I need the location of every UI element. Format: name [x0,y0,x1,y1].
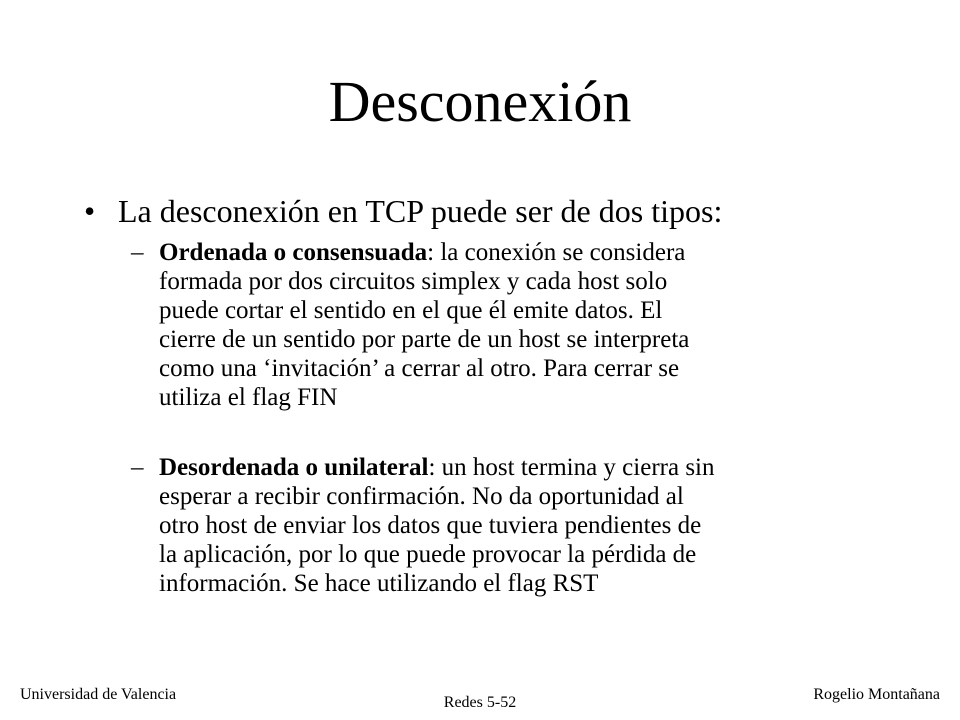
subitem-line-text: : un host termina y cierra sin [428,454,715,481]
subitem-line-text: : la conexión se considera [427,239,686,266]
subitem-term: Desordenada o unilateral [159,454,429,481]
subitem-line: utiliza el flag FIN [159,384,338,411]
slide-title: Desconexión [328,69,632,134]
footer-university: Universidad de Valencia [20,686,177,703]
footer-slide-number: Redes 5-52 [443,694,517,711]
subitem-line: otro host de enviar los datos que tuviera pendientes de [159,512,702,539]
bullet-marker: • [84,193,96,229]
footer-author: Rogelio Montañana [813,686,940,703]
subitem-line: información. Se hace utilizando el flag RST [159,570,599,597]
subitem-line: formada por dos circuitos simplex y cada host solo [159,268,668,295]
subitem-line [131,238,891,267]
subitem-line: cierre de un sentido por parte de un host se interpreta [159,326,690,353]
subitem-line: esperar a recibir confirmación. No da oportunidad al [159,483,684,510]
subitem-line: puede cortar el sentido en el que él emite datos. El [159,297,663,324]
main-bullet [84,191,722,231]
subitem-desordenada [131,453,891,598]
bullet-text: La desconexión en TCP puede ser de dos tipos: [118,193,723,229]
subitem-ordenada [131,238,891,412]
subitem-dash: – [131,454,144,481]
subitem-term: Ordenada o consensuada [159,239,428,266]
subitem-line: como una ‘invitación’ a cerrar al otro. Para cerrar se [159,355,680,382]
subitem-dash: – [131,239,144,266]
subitem-line [131,453,891,482]
subitem-line: la aplicación, por lo que puede provocar la pérdida de [159,541,697,568]
